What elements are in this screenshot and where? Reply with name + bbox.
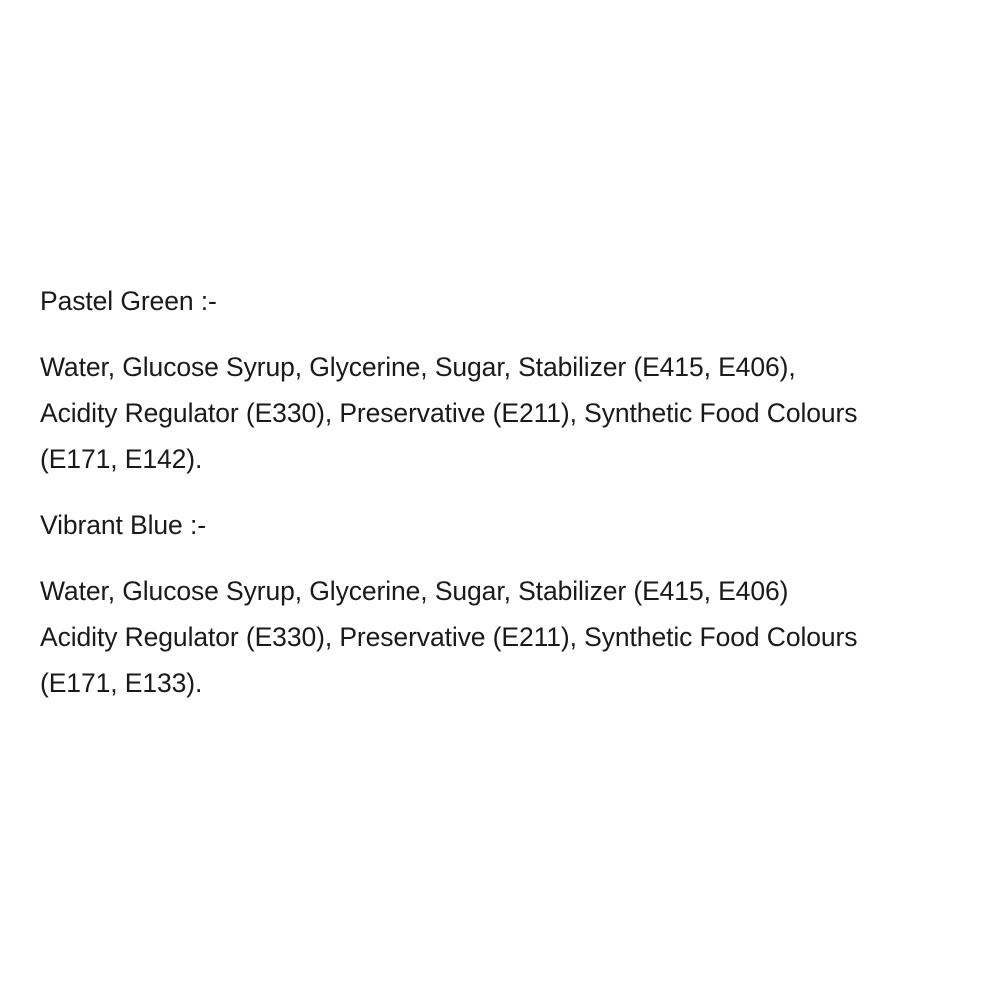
ingredient-line: Water, Glucose Syrup, Glycerine, Sugar, Stabilizer (E415, E406)	[40, 576, 789, 606]
ingredients-vibrant-blue	[40, 568, 970, 706]
section-heading-vibrant-blue: Vibrant Blue :-	[40, 510, 206, 540]
ingredients-document	[40, 278, 970, 726]
ingredient-line: (E171, E133).	[40, 668, 203, 698]
ingredient-line: (E171, E142).	[40, 444, 203, 474]
section-heading-pastel-green: Pastel Green :-	[40, 286, 217, 316]
ingredient-line: Acidity Regulator (E330), Preservative (E211), Synthetic Food Colours	[40, 622, 858, 652]
ingredient-line: Acidity Regulator (E330), Preservative (E211), Synthetic Food Colours	[40, 398, 858, 428]
ingredient-line: Water, Glucose Syrup, Glycerine, Sugar, Stabilizer (E415, E406),	[40, 352, 796, 382]
ingredients-pastel-green	[40, 344, 970, 482]
